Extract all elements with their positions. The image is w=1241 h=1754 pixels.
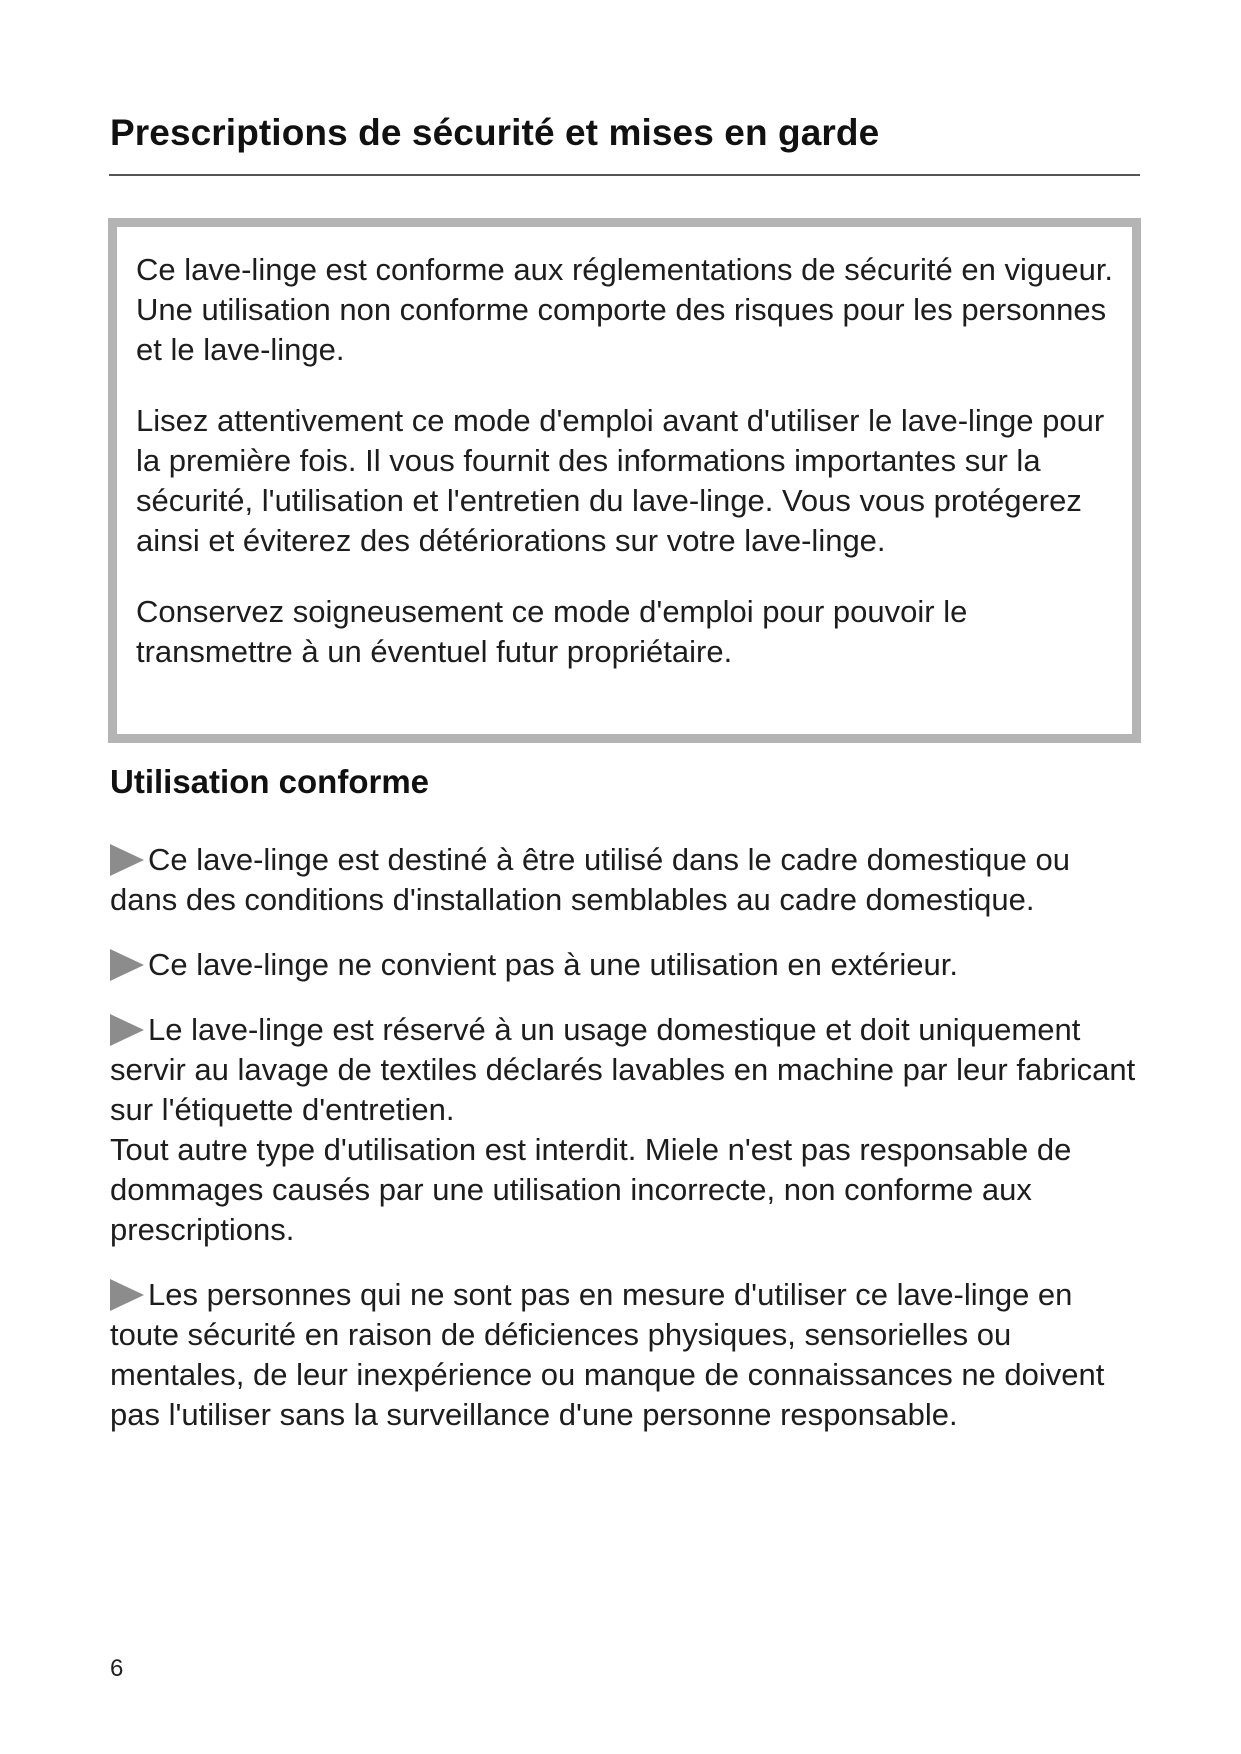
list-item — [110, 945, 1145, 985]
list-item-text: Le lave-linge est réservé à un usage domestique et doit uniquement servir au lavage de textiles déclarés lavables en machine par leur fabricant sur l'étiquette d'entretien. — [110, 1012, 1136, 1127]
list-item — [110, 1010, 1145, 1250]
list-item — [110, 1275, 1145, 1435]
bullet-triangle-icon — [110, 844, 144, 876]
list-item-text: Ce lave-linge ne convient pas à une utilisation en extérieur. — [148, 947, 958, 982]
bullet-triangle-icon — [110, 949, 144, 981]
list-item-text-wrapper — [110, 1275, 1145, 1435]
list-item-text-wrapper — [110, 945, 1145, 985]
notice-paragraph-keep-manual: Conservez soigneusement ce mode d'emploi pour pouvoir le transmettre à un éventuel futur propriétaire. — [136, 594, 968, 669]
page-number: 6 — [110, 1655, 124, 1682]
list-item-text-wrapper — [110, 1010, 1145, 1130]
notice-paragraph-conformity: Ce lave-linge est conforme aux réglementations de sécurité en vigueur. Une utilisation non conforme comporte des risques pour les personnes et le lave-linge. — [136, 252, 1114, 367]
list-item-text: Les personnes qui ne sont pas en mesure d'utiliser ce lave-linge en toute sécurité en raison de déficiences physiques, sensorielles ou mentales, de leur inexpérience ou manque de connaissances ne doivent pas l'utiliser sans la surveillance d'une personne responsable. — [110, 1277, 1105, 1432]
notice-paragraph-read-manual: Lisez attentivement ce mode d'emploi avant d'utiliser le lave-linge pour la première fois. Il vous fournit des informations importantes sur la sécurité, l'utilisation et l'entretien du lave-linge. Vous vous protégerez ainsi et éviterez des détériorations sur votre lave-linge. — [136, 403, 1105, 558]
bullet-triangle-icon — [110, 1279, 144, 1311]
intended-use-list — [110, 840, 1145, 1460]
list-item-text: Ce lave-linge est destiné à être utilisé dans le cadre domestique ou dans des conditions d'installation semblables au cadre domestique. — [110, 842, 1070, 917]
list-item — [110, 840, 1145, 920]
list-item-extra-text: Tout autre type d'utilisation est interdit. Miele n'est pas responsable de dommages causés par une utilisation incorrecte, non conforme aux prescriptions. — [110, 1132, 1072, 1247]
page-title: Prescriptions de sécurité et mises en garde — [110, 112, 880, 153]
safety-notice-box — [108, 218, 1141, 743]
bullet-triangle-icon — [110, 1014, 144, 1046]
title-divider — [109, 174, 1140, 176]
list-item-text-wrapper — [110, 840, 1145, 920]
section-heading: Utilisation conforme — [110, 763, 430, 800]
